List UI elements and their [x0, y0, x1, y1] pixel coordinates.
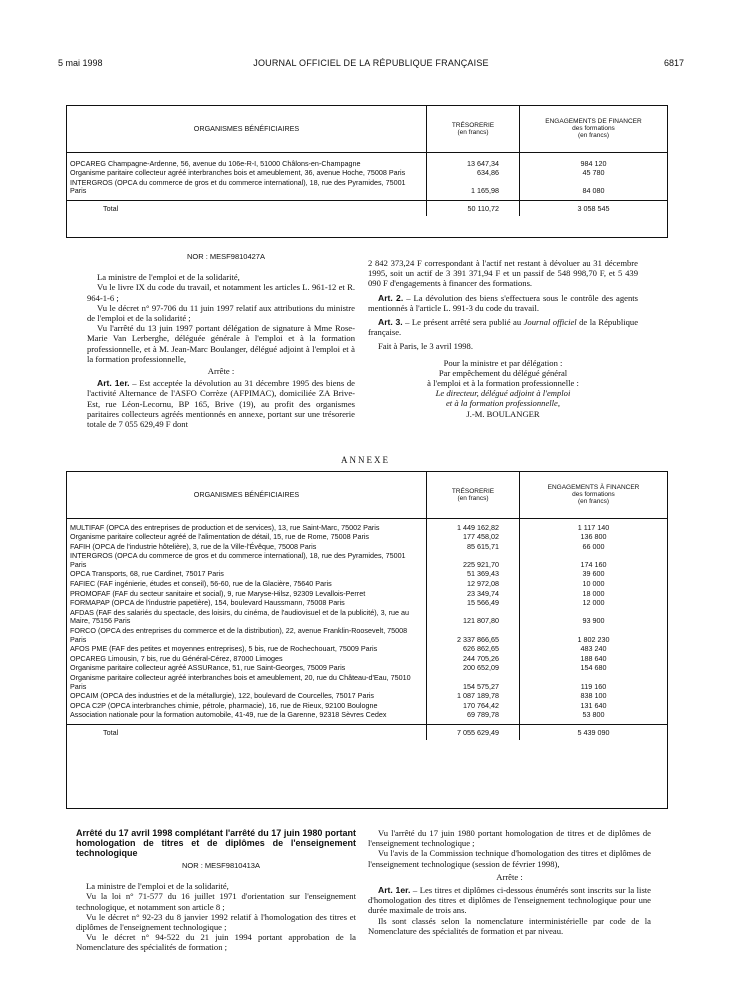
table-row [67, 579, 667, 589]
paragraph: Vu l'avis de la Commission technique d'homologation des titres et diplômes de l'enseignement technologique (session de février 1998), [368, 848, 651, 869]
org-cell: Organisme paritaire collecteur agréé ASSURance, 51, rue Saint-Georges, 75009 Paris [67, 663, 427, 673]
total-engagements: 5 439 090 [520, 724, 668, 740]
table-row [67, 626, 667, 644]
tresorerie-cell: 51 369,43 [427, 569, 520, 579]
header-page-number: 6817 [663, 58, 684, 68]
total-tresorerie: 7 055 629,49 [427, 724, 520, 740]
total-label: Total [67, 200, 427, 216]
tresorerie-cell: 154 575,27 [427, 673, 520, 691]
arrete-title: Arrêté du 17 avril 1998 complétant l'arrêté du 17 juin 1980 portant homologation de titres et de diplômes de l'enseignement technologique [76, 828, 356, 858]
engagements-cell: 188 640 [580, 653, 607, 663]
signature-line: Le directeur, délégué adjoint à l'emploi [435, 388, 571, 399]
tresorerie-cell: 12 972,08 [427, 579, 520, 589]
paragraph: La ministre de l'emploi et de la solidarité, [97, 272, 240, 283]
engagements-cell: 131 640 [580, 700, 607, 710]
tresorerie-cell: 23 349,74 [427, 589, 520, 599]
tresorerie-cell: 177 458,02 [427, 532, 520, 542]
org-cell: INTERGROS (OPCA du commerce de gros et du commerce international), 18, rue des Pyramides, 75001 Paris [67, 551, 427, 569]
table2-header-engagements: ENGAGEMENTS À FINANCER des formations (en francs) [520, 472, 668, 518]
engagements-cell: 1 802 230 [577, 634, 610, 644]
signature-line: Pour la ministre et par délégation : [443, 357, 563, 368]
header-date: 5 mai 1998 [58, 58, 103, 68]
article-1: Art. 1er. – Est acceptée la dévolution au 31 décembre 1995 des biens de l'activité Alternance de l'ASFO Corrèze (AFPIMAC), domiciliée ZA Brive-Est, rue Léon-Lecornu, BP 165, Brive (19), au profit des organismes paritaires collecteurs agréés mentionnés en annexe, portant sur une trésorerie totale de 7 055 629,49 F dont [87, 378, 355, 430]
tresorerie-cell: 225 921,70 [427, 551, 520, 569]
engagements-cell: 1 117 140 [577, 522, 610, 532]
engagements-cell: 84 080 [582, 186, 605, 196]
table1-header-engagements: ENGAGEMENTS DE FINANCER des formations (en francs) [520, 106, 668, 152]
paragraph: Vu l'arrêté du 17 juin 1980 portant homologation de titres et de diplômes de l'enseignement technologique ; [368, 828, 651, 849]
table-row [67, 551, 667, 569]
paragraph: Vu le livre IX du code du travail, et notamment les articles L. 961-12 et R. 964-1-6 ; [87, 282, 355, 303]
table-row [67, 542, 667, 552]
arrete-heading: Arrête : [496, 871, 523, 882]
table-row [67, 673, 667, 691]
paragraph: Vu la loi n° 71-577 du 16 juillet 1971 d'orientation sur l'enseignement technologique, et notamment son article 8 ; [76, 891, 356, 912]
engagements-cell: 154 680 [580, 663, 607, 673]
tresorerie-cell: 69 789,78 [427, 710, 520, 720]
engagements-cell: 838 100 [580, 691, 607, 701]
paragraph: 2 842 373,24 F correspondant à l'actif net restant à dévoluer au 31 décembre 1995, soit un actif de 3 391 371,94 F et un passif de 548 998,70 F, et 5 439 090 F d'engagements à financer des formations. [368, 258, 638, 289]
tresorerie-cell: 634,86 [427, 168, 520, 178]
tresorerie-cell: 1 087 189,78 [427, 691, 520, 701]
paragraph: Vu l'arrêté du 13 juin 1997 portant délégation de signature à Mme Rose-Marie Van Lerberghe, déléguée générale à l'emploi et à la formation professionnelle, et à M. Jean-Marc Boulanger, délégué adjoint à l'emploi et à la formation professionnelle, [87, 323, 355, 364]
table-row [67, 608, 667, 626]
org-cell: AFOS PME (FAF des petites et moyennes entreprises), 5 bis, rue de Rochechouart, 75009 Paris [67, 644, 427, 654]
tresorerie-cell: 1 449 162,82 [427, 523, 520, 533]
bottom-left-column [76, 828, 356, 953]
engagements-cell: 12 000 [582, 598, 605, 608]
org-cell: Association nationale pour la formation automobile, 41-49, rue de la Garenne, 92318 Sèvres Cedex [67, 710, 427, 720]
org-cell: OPCAIM (OPCA des industries et de la métallurgie), 122, boulevard de Courcelles, 75017 Paris [67, 691, 427, 701]
table-row [67, 589, 667, 599]
tresorerie-cell: 2 337 866,65 [427, 626, 520, 644]
engagements-cell: 93 900 [582, 616, 605, 626]
paragraph: Vu le décret n° 97-706 du 11 juin 1997 relatif aux attributions du ministre de l'emploi et de la solidarité ; [87, 302, 355, 324]
paragraph: Ils sont classés selon la nomenclature interministérielle par code de la Nomenclature des spécialités de formation et par niveau. [368, 915, 651, 936]
tresorerie-cell: 626 862,65 [427, 644, 520, 654]
tresorerie-cell: 170 764,42 [427, 701, 520, 711]
org-cell: OPCAREG Limousin, 7 bis, rue du Général-Cérez, 87000 Limoges [67, 654, 427, 664]
org-cell: OPCA Transports, 68, rue Cardinet, 75017 Paris [67, 569, 427, 579]
org-cell: AFDAS (FAF des salariés du spectacle, des loisirs, du cinéma, de l'audiovisuel et de la publicité), 3, rue au Maire, 75156 Paris [67, 608, 427, 626]
org-cell: Organisme paritaire collecteur agréé de l'alimentation de détail, 15, rue de Rome, 75008 Paris [67, 532, 427, 542]
table2-header-org: ORGANISMES BÉNÉFICIAIRES [67, 472, 427, 518]
org-cell: OPCAREG Champagne-Ardenne, 56, avenue du 106e-R-I, 51000 Châlons-en-Champagne [67, 159, 427, 169]
engagements-cell: 53 800 [582, 710, 605, 720]
signature-line: à l'emploi et à la formation professionnelle : [427, 378, 579, 389]
header-journal-title: JOURNAL OFFICIEL DE LA RÉPUBLIQUE FRANÇAISE [253, 58, 489, 68]
table-row [67, 644, 667, 654]
signature-line: et à la formation professionnelle, [445, 398, 561, 409]
org-cell: FORCO (OPCA des entreprises du commerce et de la distribution), 22, avenue Franklin-Roosevelt, 75008 Paris [67, 626, 427, 644]
paragraph: Vu le décret n° 92-23 du 8 janvier 1992 relatif à l'homologation des titres et diplômes de l'enseignement technologique ; [76, 911, 356, 933]
engagements-cell: 66 000 [582, 541, 605, 551]
signature-name: J.-M. BOULANGER [466, 408, 540, 419]
bottom-right-column [368, 828, 651, 936]
org-cell: FORMAPAP (OPCA de l'industrie papetière), 154, boulevard Haussmann, 75008 Paris [67, 598, 427, 608]
org-cell: OPCA C2P (OPCA interbranches chimie, pétrole, pharmacie), 16, rue de Rieux, 92100 Boulogne [67, 701, 427, 711]
annexe-title: ANNEXE [341, 455, 390, 465]
table-row [67, 569, 667, 579]
table-total-row [67, 200, 667, 216]
engagements-cell: 136 800 [580, 532, 607, 542]
table2-header-tresorerie: TRÉSORERIE (en francs) [427, 472, 520, 518]
table-row [67, 654, 667, 664]
total-tresorerie: 50 110,72 [427, 200, 520, 216]
arrete-heading: Arrête : [207, 366, 235, 377]
total-label: Total [67, 724, 427, 740]
paragraph: La ministre de l'emploi et de la solidarité, [86, 881, 229, 892]
tresorerie-cell: 13 647,34 [427, 159, 520, 169]
org-cell: MULTIFAF (OPCA des entreprises de production et de services), 13, rue Saint-Marc, 75002 Paris [67, 523, 427, 533]
engagements-cell: 18 000 [582, 588, 605, 598]
nor-ref: NOR : MESF9810413A [182, 861, 260, 870]
article-2: Art. 2. – La dévolution des biens s'effectuera sous le contrôle des agents mentionnés à l'article L. 991-3 du code du travail. [368, 292, 638, 313]
table-row [67, 710, 667, 720]
tresorerie-cell: 244 705,26 [427, 654, 520, 664]
left-column [87, 252, 355, 429]
engagements-cell: 483 240 [580, 644, 607, 654]
paragraph: Vu le décret n° 94-522 du 21 juin 1994 portant approbation de la Nomenclature des spécialités de formation ; [76, 932, 356, 953]
tresorerie-cell: 1 165,98 [427, 178, 520, 196]
table1-header-tresorerie: TRÉSORERIE (en francs) [427, 106, 520, 152]
tresorerie-cell: 121 807,80 [427, 608, 520, 626]
table-row [67, 691, 667, 701]
table-row [67, 663, 667, 673]
tresorerie-cell: 200 652,09 [427, 663, 520, 673]
total-engagements: 3 058 545 [520, 200, 668, 216]
table-row [67, 159, 667, 169]
table1-header-org: ORGANISMES BÉNÉFICIAIRES [67, 106, 427, 152]
engagements-cell: 119 160 [580, 681, 607, 691]
org-cell: FAFIEC (FAF ingénierie, études et conseil), 56-60, rue de la Glacière, 75640 Paris [67, 579, 427, 589]
tresorerie-cell: 85 615,71 [427, 542, 520, 552]
article-1: Art. 1er. – Les titres et diplômes ci-dessous énumérés sont inscrits sur la liste d'homologation des titres et diplômes de l'enseignement technologique pour une durée maximale de trois ans. [368, 885, 651, 916]
org-cell: Organisme paritaire collecteur agréé interbranches bois et ameublement, 20, rue du Château-d'Eau, 75010 Paris [67, 673, 427, 691]
table-row [67, 701, 667, 711]
table-total-row [67, 724, 667, 740]
tresorerie-cell: 15 566,49 [427, 598, 520, 608]
engagements-cell: 39 600 [582, 569, 605, 579]
signature-line: Par empêchement du délégué général [438, 367, 568, 378]
table-row [67, 598, 667, 608]
table-row [67, 523, 667, 533]
nor-ref: NOR : MESF9810427A [187, 252, 265, 261]
org-cell: Organisme paritaire collecteur agréé interbranches bois et ameublement, 36, avenue Hoche, 75008 Paris [67, 168, 427, 178]
table1 [67, 106, 667, 216]
engagements-cell: 10 000 [582, 579, 605, 589]
table-row [67, 168, 667, 178]
table-row [67, 178, 667, 196]
article-3: Art. 3. – Le présent arrêté sera publié au Journal officiel de la République française. [368, 317, 639, 338]
org-cell: INTERGROS (OPCA du commerce de gros et du commerce international), 18, rue des Pyramides, 75001 Paris [67, 178, 427, 196]
org-cell: FAFIH (OPCA de l'industrie hôtelière), 3, rue de la Ville-l'Évêque, 75008 Paris [67, 542, 427, 552]
org-cell: PROMOFAF (FAF du secteur sanitaire et social), 9, rue Maryse-Hilsz, 92309 Levallois-Perret [67, 589, 427, 599]
table-row [67, 532, 667, 542]
engagements-cell: 45 780 [582, 168, 605, 178]
right-column [368, 258, 638, 419]
engagements-cell: 984 120 [580, 158, 607, 168]
engagements-cell: 174 160 [580, 559, 607, 569]
table2 [67, 472, 667, 740]
fait-a: Fait à Paris, le 3 avril 1998. [378, 341, 473, 352]
